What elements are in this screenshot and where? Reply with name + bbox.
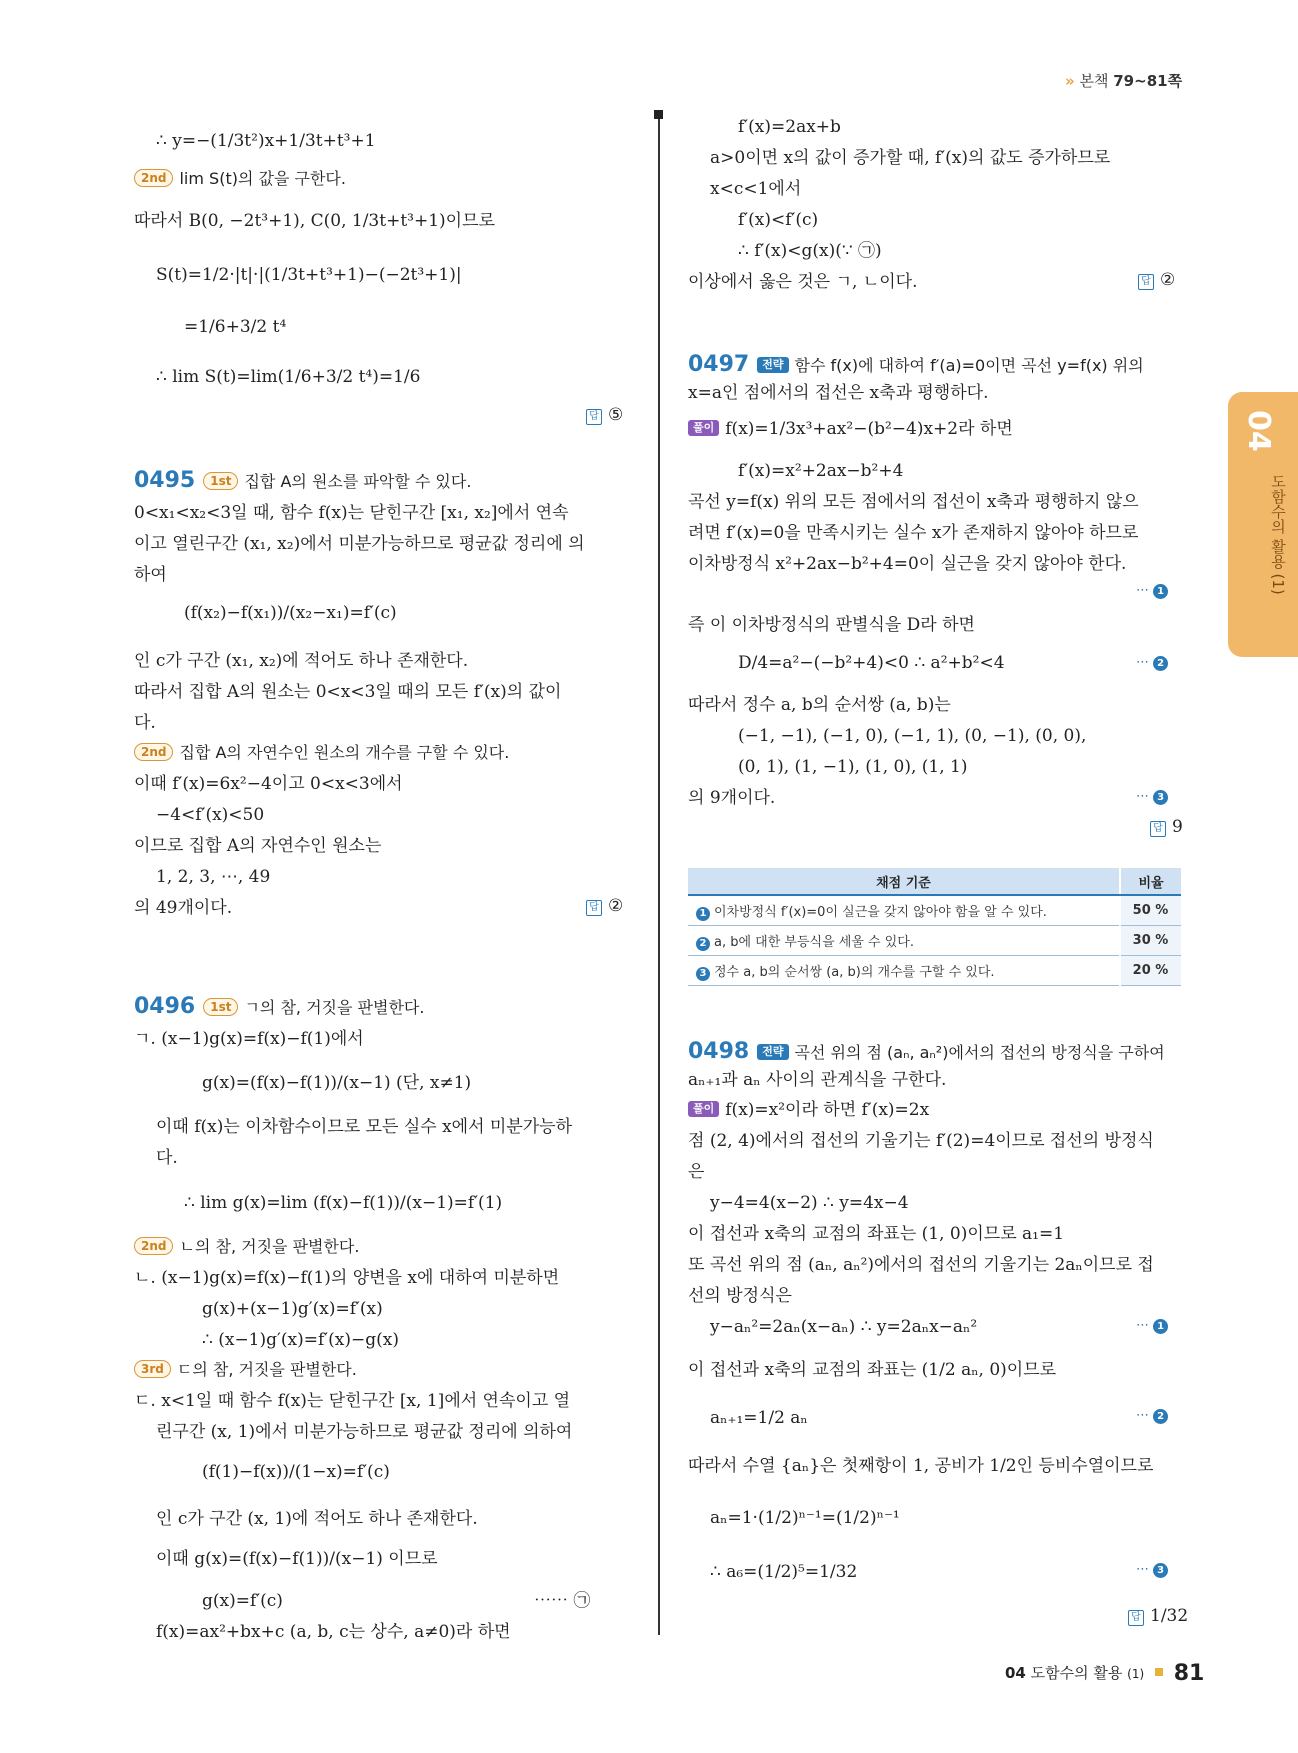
step-marker-number: 3 bbox=[1153, 1563, 1168, 1578]
math-line: 이때 g(x)=(f(x)−f(1))/(x−1) 이므로 bbox=[156, 1549, 438, 1569]
step-marker: ⋯ 2 bbox=[1136, 1408, 1168, 1424]
step-line bbox=[134, 741, 509, 765]
answer-line bbox=[1138, 270, 1175, 290]
criteria-number: 1 bbox=[696, 907, 710, 921]
table-row bbox=[688, 895, 1181, 926]
text-line: 의 9개이다. bbox=[688, 788, 776, 808]
math-line: f(x)=ax²+bx+c (a, b, c는 상수, a≠0)라 하면 bbox=[156, 1622, 511, 1642]
chevron-right-icon: » bbox=[1065, 72, 1075, 90]
step-badge: 3rd bbox=[134, 1360, 171, 1378]
text-line: 즉 이 이차방정식의 판별식을 D라 하면 bbox=[688, 615, 975, 635]
text-line: 다. bbox=[156, 1148, 178, 1168]
step-heading: 집합 A의 원소를 파악할 수 있다. bbox=[244, 472, 472, 491]
answer-value: ② bbox=[1160, 270, 1176, 290]
solution-badge: 풀이 bbox=[688, 1101, 719, 1117]
math-line: ∴ a₆=(1/2)⁵=1/32 bbox=[710, 1562, 858, 1582]
step-marker-number: 2 bbox=[1153, 656, 1168, 671]
criteria-number: 2 bbox=[696, 937, 710, 951]
problem-number: 0495 bbox=[134, 468, 196, 493]
math-line: ∴ f′(x)<g(x)(∵ ㉠) bbox=[738, 241, 882, 261]
problem-number: 0497 bbox=[688, 352, 750, 377]
text-line: 따라서 정수 a, b의 순서쌍 (a, b)는 bbox=[688, 695, 951, 715]
text-line: 이 접선과 x축의 교점의 좌표는 (1, 0)이므로 a₁=1 bbox=[688, 1224, 1065, 1244]
grading-criteria-cell bbox=[688, 926, 1120, 956]
step-marker: ⋯ 1 bbox=[1136, 583, 1168, 599]
grading-criteria-cell bbox=[688, 895, 1120, 926]
math-line: ∴ lim g(x)=lim (f(x)−f(1))/(x−1)=f′(1) bbox=[184, 1193, 503, 1213]
problem-header bbox=[688, 353, 1144, 378]
problem-header bbox=[134, 469, 471, 494]
math-line: aₙ=1·(1/2)ⁿ⁻¹=(1/2)ⁿ⁻¹ bbox=[710, 1508, 900, 1528]
grading-table bbox=[688, 868, 1181, 986]
math-line: (f(x₂)−f(x₁))/(x₂−x₁)=f′(c) bbox=[184, 603, 397, 623]
answer-icon: 답 bbox=[1138, 274, 1154, 290]
page-reference bbox=[1065, 70, 1182, 91]
page-reference-prefix: 본책 bbox=[1079, 72, 1109, 90]
text-line: ∴ y=−(1/3t²)x+1/3t+t³+1 bbox=[156, 131, 376, 151]
footer-chapter-number: 04 bbox=[1005, 1664, 1026, 1682]
step-badge: 2nd bbox=[134, 743, 173, 761]
footer-square-icon bbox=[1155, 1668, 1163, 1676]
answer-line bbox=[586, 896, 623, 916]
step-badge: 1st bbox=[203, 998, 238, 1016]
text-line: 은 bbox=[688, 1162, 705, 1182]
math-line: ∴ lim S(t)=lim(1/6+3/2 t⁴)=1/6 bbox=[156, 367, 421, 387]
criteria-text: a, b에 대한 부등식을 세울 수 있다. bbox=[714, 934, 914, 950]
math-line: f(x)=1/3x³+ax²−(b²−4)x+2라 하면 bbox=[725, 419, 1013, 439]
strategy-badge: 전략 bbox=[757, 1044, 788, 1060]
column-divider-dot bbox=[654, 110, 663, 119]
criteria-text: 이차방정식 f′(x)=0이 실근을 갖지 않아야 함을 알 수 있다. bbox=[714, 904, 1047, 920]
text-line: 따라서 수열 {aₙ}은 첫째항이 1, 공비가 1/2인 등비수열이므로 bbox=[688, 1456, 1154, 1476]
step-marker: ⋯ 3 bbox=[1136, 789, 1168, 805]
step-line bbox=[134, 1235, 359, 1259]
text-line: ㄷ. x<1일 때 함수 f(x)는 닫힌구간 [x, 1]에서 연속이고 열 bbox=[134, 1391, 571, 1411]
footer-chapter-title: 도함수의 활용 bbox=[1030, 1664, 1123, 1682]
text-line: 린구간 (x, 1)에서 미분가능하므로 평균값 정리에 의하여 bbox=[156, 1422, 573, 1442]
step-badge: 1st bbox=[203, 472, 238, 490]
math-line: D/4=a²−(−b²+4)<0 ∴ a²+b²<4 bbox=[738, 653, 1005, 673]
text-line: 따라서 B(0, −2t³+1), C(0, 1/3t+t³+1)이므로 bbox=[134, 211, 495, 231]
strategy-text: aₙ₊₁과 aₙ 사이의 관계식을 구한다. bbox=[688, 1070, 947, 1090]
answer-line bbox=[1128, 1606, 1188, 1626]
page-number: 81 bbox=[1173, 1661, 1205, 1686]
text-line: 이상에서 옳은 것은 ㄱ, ㄴ이다. bbox=[688, 272, 918, 292]
answer-line bbox=[1150, 817, 1183, 837]
text-line: 이때 f′(x)=6x²−4이고 0<x<3에서 bbox=[134, 774, 403, 794]
page-footer bbox=[1005, 1661, 1204, 1686]
chapter-side-title: 도함수의 활용 (1) bbox=[1269, 474, 1287, 595]
answer-icon: 답 bbox=[1128, 1610, 1144, 1626]
step-marker-number: 1 bbox=[1153, 1319, 1168, 1334]
answer-value: ② bbox=[608, 896, 624, 916]
math-line: S(t)=1/2·|t|·|(1/3t+t³+1)−(−2t³+1)| bbox=[156, 265, 462, 285]
text-line: 려면 f′(x)=0을 만족시키는 실수 x가 존재하지 않아야 하므로 bbox=[688, 523, 1139, 543]
step-marker: ⋯ 1 bbox=[1136, 1318, 1168, 1334]
step-heading: ㄴ의 참, 거짓을 판별한다. bbox=[179, 1237, 360, 1256]
answer-value: 9 bbox=[1172, 817, 1183, 837]
math-line: g(x)+(x−1)g′(x)=f′(x) bbox=[202, 1299, 383, 1319]
solution-line bbox=[688, 417, 1013, 441]
grading-criteria-cell bbox=[688, 956, 1120, 986]
math-line: f′(x)=2ax+b bbox=[738, 117, 841, 137]
column-divider bbox=[658, 115, 660, 1635]
math-line: (−1, −1), (−1, 0), (−1, 1), (0, −1), (0, 0), bbox=[738, 726, 1087, 746]
step-badge: 2nd bbox=[134, 1237, 173, 1255]
text-line: 이므로 집합 A의 자연수인 원소는 bbox=[134, 836, 382, 856]
step-line bbox=[134, 1358, 357, 1382]
text-line: 0<x₁<x₂<3일 때, 함수 f(x)는 닫힌구간 [x₁, x₂]에서 연속 bbox=[134, 503, 569, 523]
grading-header-ratio: 비율 bbox=[1120, 868, 1181, 895]
solution-line bbox=[688, 1098, 929, 1122]
text-line: 이차방정식 x²+2ax−b²+4=0이 실근을 갖지 않아야 한다. bbox=[688, 554, 1127, 574]
answer-icon: 답 bbox=[586, 409, 602, 425]
math-line: (0, 1), (1, −1), (1, 0), (1, 1) bbox=[738, 757, 968, 777]
answer-value: 1/32 bbox=[1150, 1606, 1189, 1626]
math-line: −4<f′(x)<50 bbox=[156, 805, 265, 825]
math-line: f′(x)<f′(c) bbox=[738, 210, 819, 230]
strategy-text: 곡선 위의 점 (aₙ, aₙ²)에서의 접선의 방정식을 구하여 bbox=[794, 1043, 1165, 1062]
text-line: 이 접선과 x축의 교점의 좌표는 (1/2 aₙ, 0)이므로 bbox=[688, 1360, 1057, 1380]
text-line: 인 c가 구간 (x₁, x₂)에 적어도 하나 존재한다. bbox=[134, 651, 469, 671]
math-line: y−4=4(x−2) ∴ y=4x−4 bbox=[710, 1193, 909, 1213]
text-line: 이고 열린구간 (x₁, x₂)에서 미분가능하므로 평균값 정리에 의 bbox=[134, 534, 585, 554]
text-line: 곡선 y=f(x) 위의 모든 점에서의 접선이 x축과 평행하지 않으 bbox=[688, 492, 1139, 512]
text-line: x<c<1에서 bbox=[710, 179, 802, 199]
step-heading: ㄱ의 참, 거짓을 판별한다. bbox=[244, 998, 425, 1017]
table-row bbox=[688, 926, 1181, 956]
step-marker: ⋯ 3 bbox=[1136, 1562, 1168, 1578]
step-marker-number: 1 bbox=[1153, 584, 1168, 599]
step-marker-number: 3 bbox=[1153, 790, 1168, 805]
math-line: f(x)=x²이라 하면 f′(x)=2x bbox=[725, 1100, 930, 1120]
answer-line bbox=[586, 405, 623, 425]
footer-chapter-part: (1) bbox=[1127, 1667, 1145, 1681]
math-line: (f(1)−f(x))/(1−x)=f′(c) bbox=[202, 1462, 390, 1482]
math-line: aₙ₊₁=1/2 aₙ bbox=[710, 1408, 808, 1428]
problem-number: 0496 bbox=[134, 994, 196, 1019]
chapter-side-number: 04 bbox=[1241, 410, 1276, 452]
problem-number: 0498 bbox=[688, 1039, 750, 1064]
math-line: =1/6+3/2 t⁴ bbox=[184, 317, 287, 337]
text-line: a>0이면 x의 값이 증가할 때, f′(x)의 값도 증가하므로 bbox=[710, 148, 1111, 168]
math-line: 1, 2, 3, ⋯, 49 bbox=[156, 867, 271, 887]
criteria-text: 정수 a, b의 순서쌍 (a, b)의 개수를 구할 수 있다. bbox=[714, 964, 995, 980]
math-line: y−aₙ²=2aₙ(x−aₙ) ∴ y=2aₙx−aₙ² bbox=[710, 1317, 978, 1337]
solution-badge: 풀이 bbox=[688, 420, 719, 436]
text-line: 하여 bbox=[134, 565, 167, 585]
text-line: 의 49개이다. bbox=[134, 898, 233, 918]
step-badge: 2nd bbox=[134, 169, 173, 187]
table-row bbox=[688, 956, 1181, 986]
text-line: 선의 방정식은 bbox=[688, 1286, 792, 1306]
math-line: ∴ (x−1)g′(x)=f′(x)−g(x) bbox=[202, 1330, 399, 1350]
text-line: 점 (2, 4)에서의 접선의 기울기는 f′(2)=4이므로 접선의 방정식 bbox=[688, 1131, 1154, 1151]
text-line: 인 c가 구간 (x, 1)에 적어도 하나 존재한다. bbox=[156, 1509, 478, 1529]
math-line: g(x)=f′(c) bbox=[202, 1591, 283, 1611]
criteria-number: 3 bbox=[696, 967, 710, 981]
answer-icon: 답 bbox=[586, 900, 602, 916]
grading-header-row bbox=[688, 868, 1181, 895]
grading-ratio-cell: 20 % bbox=[1120, 956, 1181, 986]
strategy-text: 함수 f(x)에 대하여 f′(a)=0이면 곡선 y=f(x) 위의 bbox=[794, 356, 1144, 375]
strategy-badge: 전략 bbox=[757, 357, 788, 373]
answer-icon: 답 bbox=[1150, 821, 1166, 837]
problem-header bbox=[688, 1040, 1165, 1065]
answer-value: ⑤ bbox=[608, 405, 624, 425]
page-reference-range: 79~81쪽 bbox=[1113, 72, 1183, 90]
reference-mark: ⋯⋯ ㉠ bbox=[534, 1591, 591, 1611]
text-line: 다. bbox=[134, 713, 156, 733]
text-line: 이때 f(x)는 이차함수이므로 모든 실수 x에서 미분가능하 bbox=[156, 1117, 573, 1137]
text-line: 또 곡선 위의 점 (aₙ, aₙ²)에서의 접선의 기울기는 2aₙ이므로 접 bbox=[688, 1255, 1154, 1275]
math-line: f′(x)=x²+2ax−b²+4 bbox=[738, 461, 904, 481]
step-marker: ⋯ 2 bbox=[1136, 655, 1168, 671]
step-heading: ㄷ의 참, 거짓을 판별한다. bbox=[176, 1360, 357, 1379]
text-line: ㄱ. (x−1)g(x)=f(x)−f(1)에서 bbox=[134, 1029, 364, 1049]
strategy-text: x=a인 점에서의 접선은 x축과 평행하다. bbox=[688, 383, 989, 403]
step-heading: lim S(t)의 값을 구한다. bbox=[179, 169, 346, 188]
step-marker-number: 2 bbox=[1153, 1409, 1168, 1424]
math-line: g(x)=(f(x)−f(1))/(x−1) (단, x≠1) bbox=[202, 1073, 472, 1093]
problem-header bbox=[134, 995, 424, 1020]
text-line: 따라서 집합 A의 원소는 0<x<3일 때의 모든 f′(x)의 값이 bbox=[134, 682, 562, 702]
grading-ratio-cell: 30 % bbox=[1120, 926, 1181, 956]
grading-ratio-cell: 50 % bbox=[1120, 895, 1181, 926]
step-line bbox=[134, 167, 346, 191]
step-heading: 집합 A의 자연수인 원소의 개수를 구할 수 있다. bbox=[179, 743, 510, 762]
text-line: ㄴ. (x−1)g(x)=f(x)−f(1)의 양변을 x에 대하여 미분하면 bbox=[134, 1268, 560, 1288]
grading-header-criteria: 채점 기준 bbox=[688, 868, 1120, 895]
